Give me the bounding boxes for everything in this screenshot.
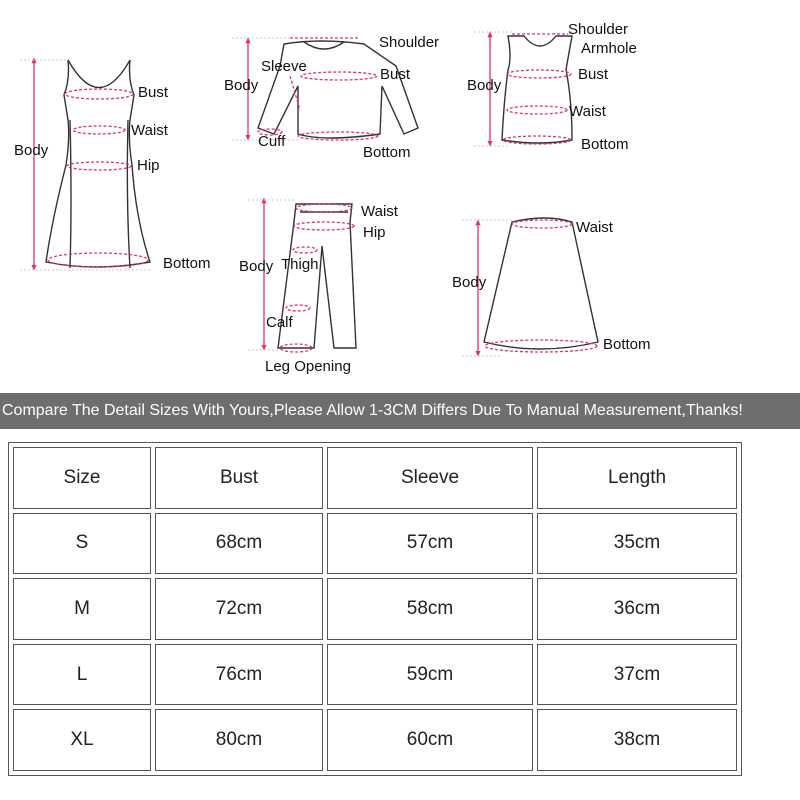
length-cell: 37cm [537,644,737,706]
measurement-diagrams [0,0,800,392]
sleeve-cell: 59cm [327,644,533,706]
bust-cell: 72cm [155,578,323,640]
size-cell: M [13,578,151,640]
top-cuff-label: Cuff [258,133,286,150]
size-cell: S [13,513,151,575]
dress-body-label: Body [14,142,49,159]
skirt-waist-line [512,220,572,228]
dress-hip-label: Hip [137,157,160,174]
dress-bust-line [65,89,133,99]
sleeve-cell: 57cm [327,513,533,575]
pants-body-label: Body [239,258,274,275]
dress-bust-label: Bust [138,84,169,101]
pants-calf-label: Calf [266,314,293,331]
sleeve-cell: 60cm [327,709,533,771]
bust-cell: 76cm [155,644,323,706]
pants-waist-label: Waist [361,203,398,220]
measurement-note-banner: Compare The Detail Sizes With Yours,Please Allow 1-3CM Differs Due To Manual Measurement,Thanks! [0,393,800,429]
skirt-bottom-label: Bottom [603,336,651,353]
bust-cell: 68cm [155,513,323,575]
size-table [9,443,741,775]
size-cell: XL [13,709,151,771]
table-row [13,644,737,706]
vest-bust-line [507,70,571,78]
pants-calf-line [286,305,310,311]
garment-sketches [0,0,800,392]
skirt-waist-label: Waist [576,219,613,236]
dress-bottom-line [48,253,148,267]
vest-waist-label: Waist [569,103,606,120]
table-row [13,709,737,771]
size-table-frame [8,442,742,776]
top-body-label: Body [224,77,259,94]
top-shoulder-label: Shoulder [379,34,440,51]
pants-hip-label: Hip [363,224,386,241]
size-cell: L [13,644,151,706]
length-cell: 35cm [537,513,737,575]
header-length: Length [537,447,737,509]
skirt-body-label: Body [452,274,487,291]
top-bust-label: Bust [380,66,411,83]
top-outline [258,41,418,138]
vest-shoulder-label: Shoulder [568,21,629,38]
top-bust-line [301,72,377,80]
pants-waist-line [296,204,352,212]
table-header-row [13,447,737,509]
table-row [13,578,737,640]
dress-waist-label: Waist [131,122,168,139]
vest-outline [502,36,572,143]
header-sleeve: Sleeve [327,447,533,509]
dress-hip-line [67,162,131,170]
length-cell: 36cm [537,578,737,640]
pants-thigh-line [293,247,317,253]
pants-thigh-label: Thigh [281,256,319,273]
vest-waist-line [507,106,567,114]
sleeve-cell: 58cm [327,578,533,640]
length-cell: 38cm [537,709,737,771]
vest-bottom-label: Bottom [581,136,629,153]
header-size: Size [13,447,151,509]
vest-body-label: Body [467,77,502,94]
top-sleeve-label: Sleeve [261,58,307,75]
dress-outline [46,60,150,268]
table-row [13,513,737,575]
top-bottom-label: Bottom [363,144,411,161]
vest-bust-label: Bust [578,66,609,83]
dress-waist-line [73,126,125,134]
dress-bottom-label: Bottom [163,255,211,272]
vest-armhole-label: Armhole [581,40,637,57]
bust-cell: 80cm [155,709,323,771]
skirt-outline [484,218,598,349]
header-bust: Bust [155,447,323,509]
pants-hip-line [294,222,354,230]
pants-leg-opening-label: Leg Opening [265,358,351,375]
